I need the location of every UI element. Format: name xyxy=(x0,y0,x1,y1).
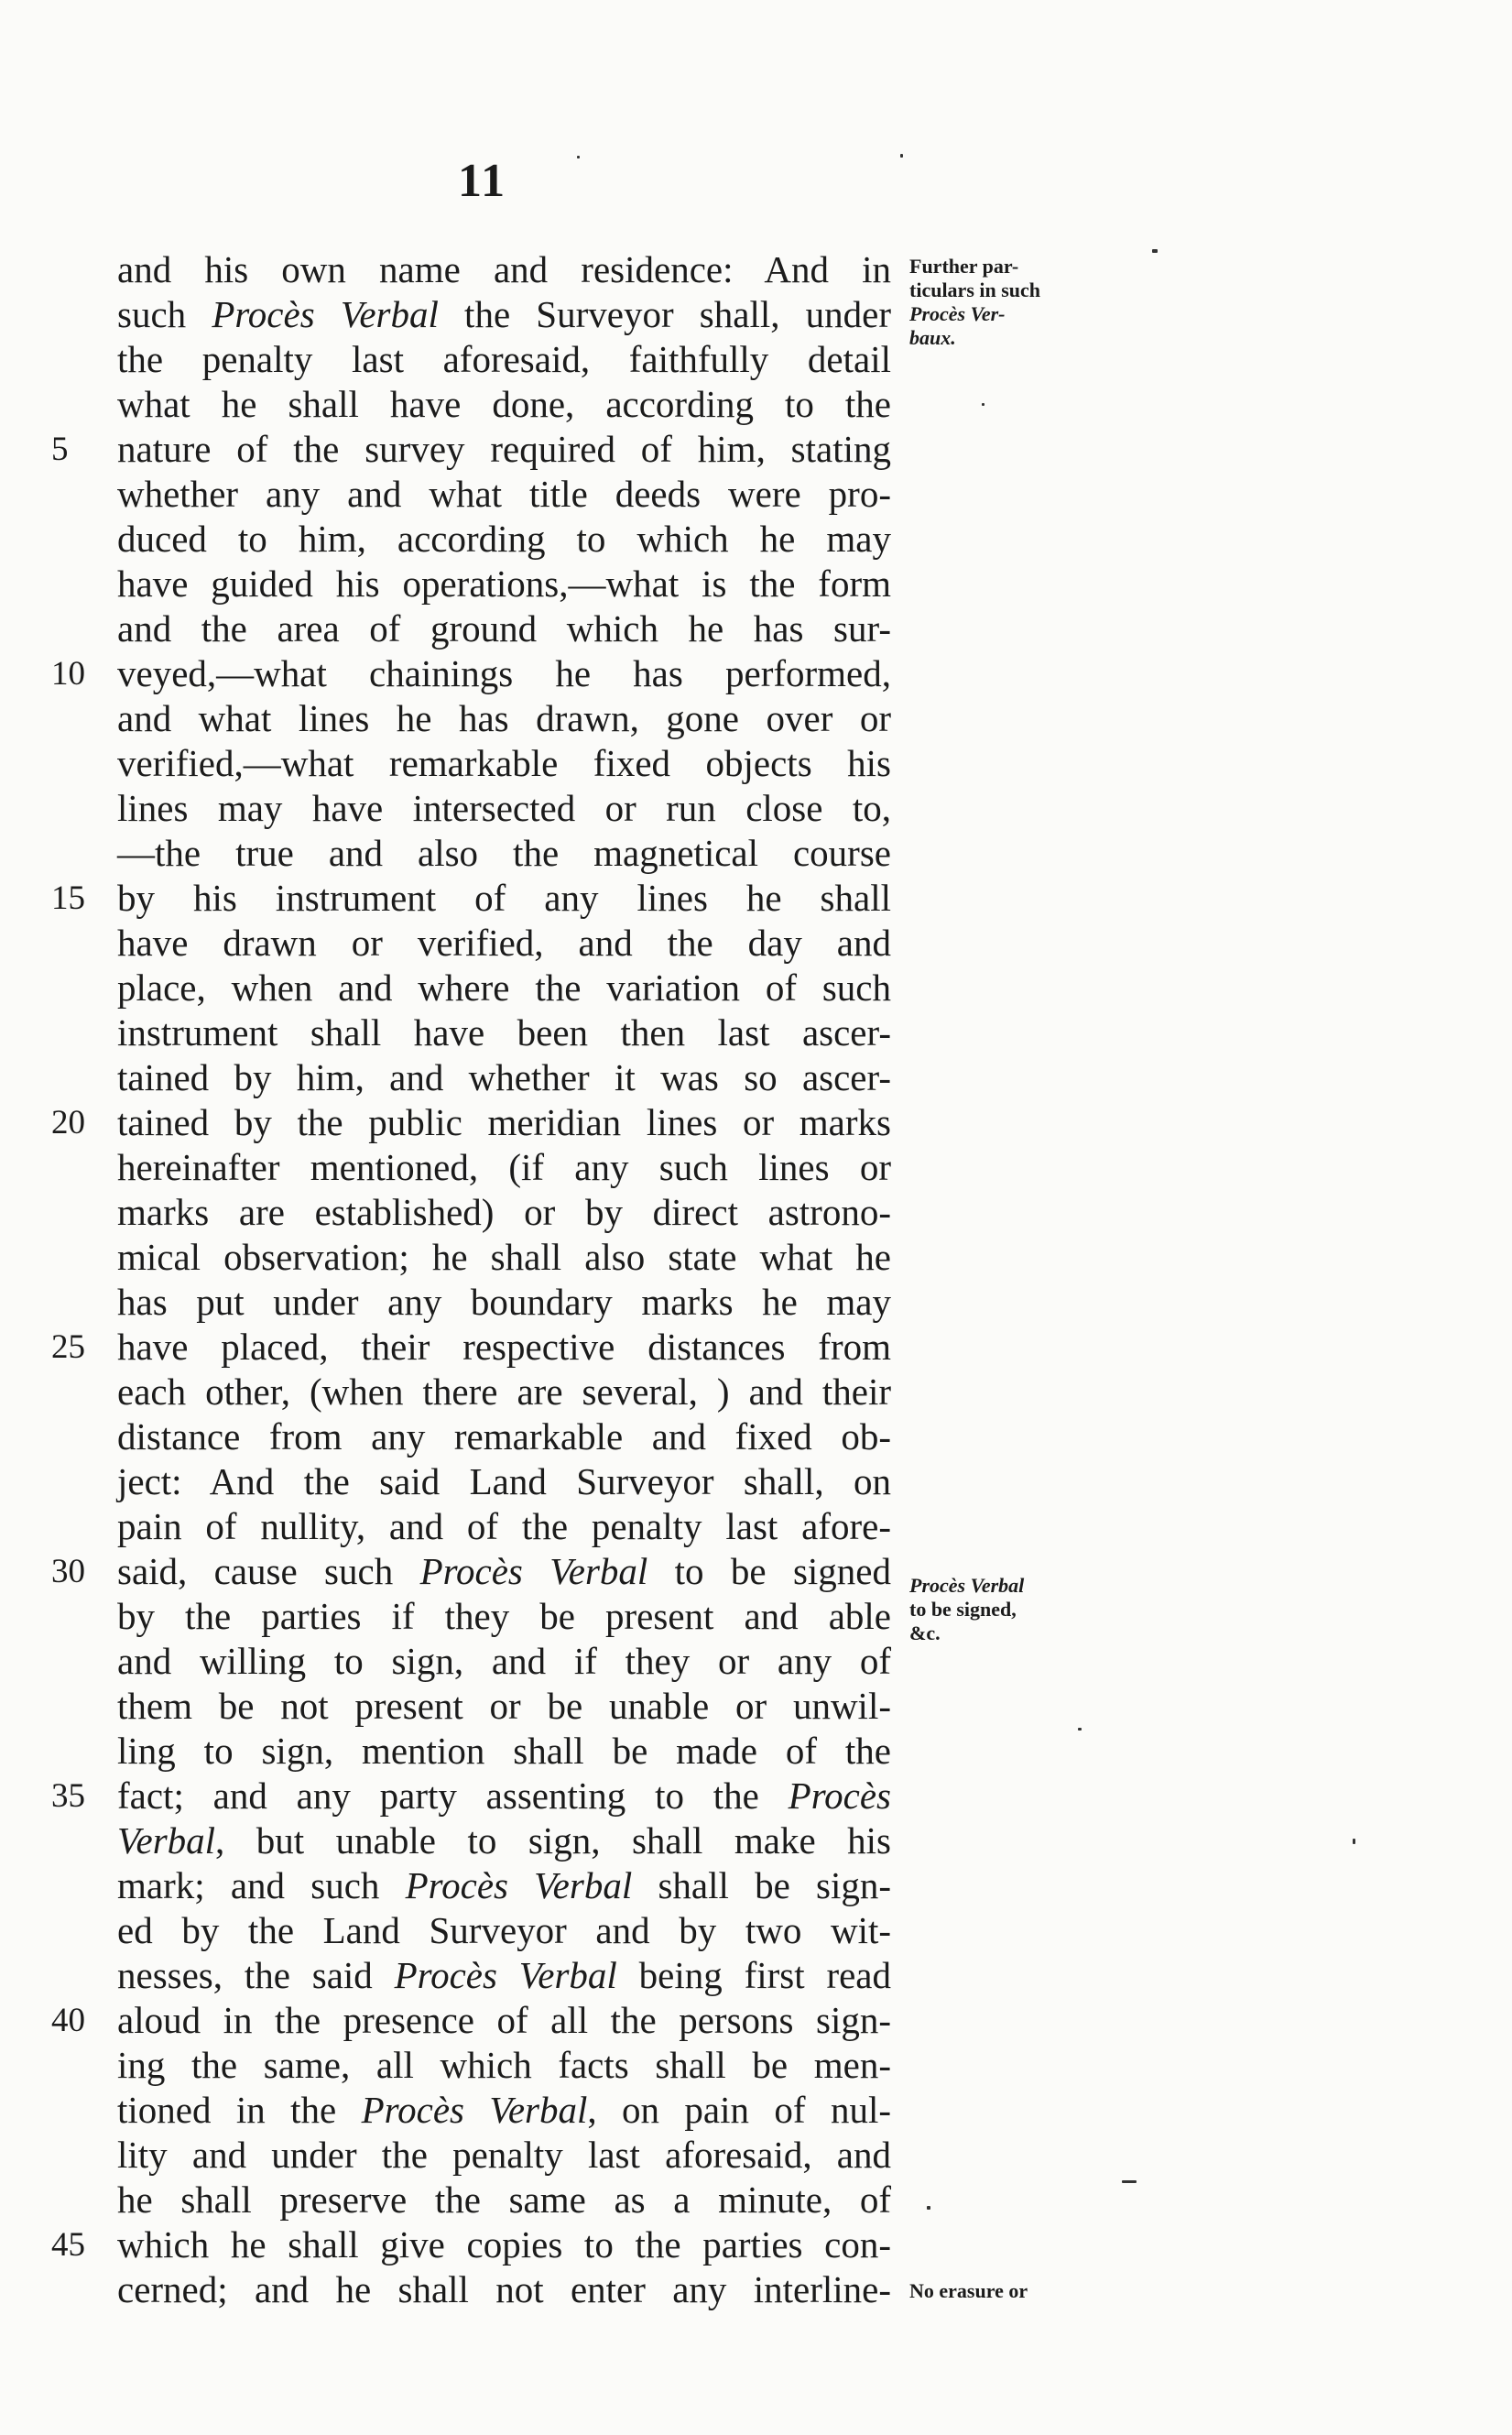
text-line xyxy=(117,1908,891,1953)
text-line xyxy=(117,1459,891,1504)
text-line xyxy=(117,1010,891,1055)
text-line xyxy=(117,696,891,741)
text-line xyxy=(117,1684,891,1729)
line-text: ed by the Land Surveyor and by two wit- xyxy=(117,1909,891,1951)
text-line xyxy=(117,1639,891,1684)
text-line xyxy=(117,2088,891,2133)
line-text: veyed,—what chainings he has performed, xyxy=(117,652,891,694)
line-text: duced to him, according to which he may xyxy=(117,518,891,560)
marginal-note-line: Further par- xyxy=(909,255,1019,278)
ink-speck xyxy=(982,403,984,406)
line-text: ject: And the said Land Surveyor shall, on xyxy=(117,1460,891,1502)
line-text: such Procès Verbal the Surveyor shall, under xyxy=(117,293,891,335)
marginal-note-particulars xyxy=(909,255,1093,350)
line-number: 5 xyxy=(51,431,69,468)
line-text: he shall preserve the same as a minute, of xyxy=(117,2178,891,2221)
line-text: mical observation; he shall also state what he xyxy=(117,1236,891,1278)
text-line xyxy=(117,2267,891,2312)
line-text: by his instrument of any lines he shall xyxy=(117,877,891,919)
line-number: 25 xyxy=(51,1328,85,1366)
line-text: nature of the survey required of him, stating xyxy=(117,428,891,470)
line-text: ing the same, all which facts shall be men- xyxy=(117,2044,891,2086)
line-text: pain of nullity, and of the penalty last afore- xyxy=(117,1505,891,1547)
line-number: 30 xyxy=(51,1553,85,1590)
line-text: and the area of ground which he has sur- xyxy=(117,607,891,650)
marginal-note-line: ticulars in such xyxy=(909,278,1041,301)
marginal-note-erasure xyxy=(909,2279,1093,2303)
text-line xyxy=(117,1414,891,1459)
line-text: —the true and also the magnetical course xyxy=(117,832,891,874)
text-line xyxy=(117,382,891,427)
marginal-note-line: baux. xyxy=(909,326,956,349)
text-line xyxy=(117,1863,891,1908)
text-line xyxy=(117,741,891,786)
line-number: 45 xyxy=(51,2226,85,2264)
text-line xyxy=(117,786,891,831)
line-text: which he shall give copies to the parties con- xyxy=(117,2223,891,2266)
text-line xyxy=(117,292,891,337)
marginal-note-line: Procès Ver- xyxy=(909,302,1006,325)
line-text: mark; and such Procès Verbal shall be sign- xyxy=(117,1864,892,1906)
line-text: whether any and what title deeds were pro- xyxy=(117,473,891,515)
text-line xyxy=(117,1594,891,1639)
ink-speck xyxy=(1078,1728,1082,1731)
line-text: lity and under the penalty last aforesaid, and xyxy=(117,2134,891,2176)
line-text: marks are established) or by direct astrono- xyxy=(117,1191,891,1233)
marginal-note-line: No erasure or xyxy=(909,2279,1028,2302)
line-text: instrument shall have been then last ascer- xyxy=(117,1011,891,1054)
text-line xyxy=(117,1280,891,1325)
line-number: 20 xyxy=(51,1104,85,1141)
line-text: and what lines he has drawn, gone over or xyxy=(117,697,891,739)
text-line xyxy=(117,1729,891,1774)
line-text: cerned; and he shall not enter any interline- xyxy=(117,2268,891,2310)
line-text: by the parties if they be present and able xyxy=(117,1595,891,1637)
line-text: ling to sign, mention shall be made of the xyxy=(117,1730,891,1772)
line-text: the penalty last aforesaid, faithfully detail xyxy=(117,338,891,380)
text-line xyxy=(117,966,891,1010)
line-text: said, cause such Procès Verbal to be signed xyxy=(117,1550,891,1592)
line-text: each other, (when there are several, ) and their xyxy=(117,1370,891,1413)
line-number: 40 xyxy=(51,2002,85,2039)
line-text: have guided his operations,—what is the form xyxy=(117,562,891,605)
text-line xyxy=(117,1774,891,1818)
line-text: tained by him, and whether it was so ascer- xyxy=(117,1056,891,1098)
text-line xyxy=(117,651,891,696)
line-text: verified,—what remarkable fixed objects his xyxy=(117,742,891,784)
line-text: fact; and any party assenting to the Procès xyxy=(117,1774,891,1817)
line-text: and willing to sign, and if they or any of xyxy=(117,1640,891,1682)
text-line xyxy=(117,517,891,562)
line-text: nesses, the said Procès Verbal being first read xyxy=(117,1954,891,1996)
text-line xyxy=(117,2043,891,2088)
text-line xyxy=(117,2178,891,2222)
line-text: distance from any remarkable and fixed ob- xyxy=(117,1415,891,1458)
ink-speck xyxy=(1353,1839,1355,1844)
line-text: Verbal, but unable to sign, shall make his xyxy=(117,1819,891,1862)
text-line xyxy=(117,427,891,472)
text-line xyxy=(117,2222,891,2267)
line-number: 10 xyxy=(51,655,85,693)
text-line xyxy=(117,1998,891,2043)
text-line xyxy=(117,1235,891,1280)
ink-speck xyxy=(900,154,903,158)
text-line xyxy=(117,1818,891,1863)
text-line xyxy=(117,337,891,382)
text-line xyxy=(117,876,891,921)
text-line xyxy=(117,247,891,292)
line-number: 35 xyxy=(51,1777,85,1815)
text-line xyxy=(117,921,891,966)
ink-speck xyxy=(927,2206,930,2210)
line-text: what he shall have done, according to the xyxy=(117,383,891,425)
line-text: tained by the public meridian lines or marks xyxy=(117,1101,891,1143)
text-line xyxy=(117,2133,891,2178)
text-line xyxy=(117,1100,891,1145)
text-line xyxy=(117,1190,891,1235)
ink-speck xyxy=(1122,2180,1137,2183)
text-line xyxy=(117,831,891,876)
text-line xyxy=(117,1325,891,1370)
text-line xyxy=(117,606,891,651)
text-line xyxy=(117,1370,891,1414)
line-text: have drawn or verified, and the day and xyxy=(117,922,891,964)
line-text: lines may have intersected or run close to, xyxy=(117,787,891,829)
line-text: aloud in the presence of all the persons sign- xyxy=(117,1999,891,2041)
line-text: them be not present or be unable or unwil- xyxy=(117,1685,891,1727)
line-number: 15 xyxy=(51,879,85,917)
text-line xyxy=(117,1504,891,1549)
text-line xyxy=(117,1055,891,1100)
line-text: hereinafter mentioned, (if any such lines or xyxy=(117,1146,891,1188)
text-line xyxy=(117,1145,891,1190)
text-line xyxy=(117,472,891,517)
text-line xyxy=(117,1549,891,1594)
text-line xyxy=(117,1953,891,1998)
page-number: 11 xyxy=(458,155,507,207)
ink-speck xyxy=(577,156,580,158)
marginal-note-line: &c. xyxy=(909,1622,941,1644)
line-text: place, when and where the variation of such xyxy=(117,966,891,1009)
line-text: has put under any boundary marks he may xyxy=(117,1281,891,1323)
ink-speck xyxy=(1152,249,1158,253)
line-text: tioned in the Procès Verbal, on pain of nul- xyxy=(117,2089,891,2131)
text-line xyxy=(117,562,891,606)
marginal-note-signing xyxy=(909,1574,1093,1645)
line-text: and his own name and residence: And in xyxy=(117,248,891,290)
marginal-note-line: to be signed, xyxy=(909,1598,1017,1621)
line-text: have placed, their respective distances from xyxy=(117,1326,891,1368)
marginal-note-line: Procès Verbal xyxy=(909,1574,1025,1597)
